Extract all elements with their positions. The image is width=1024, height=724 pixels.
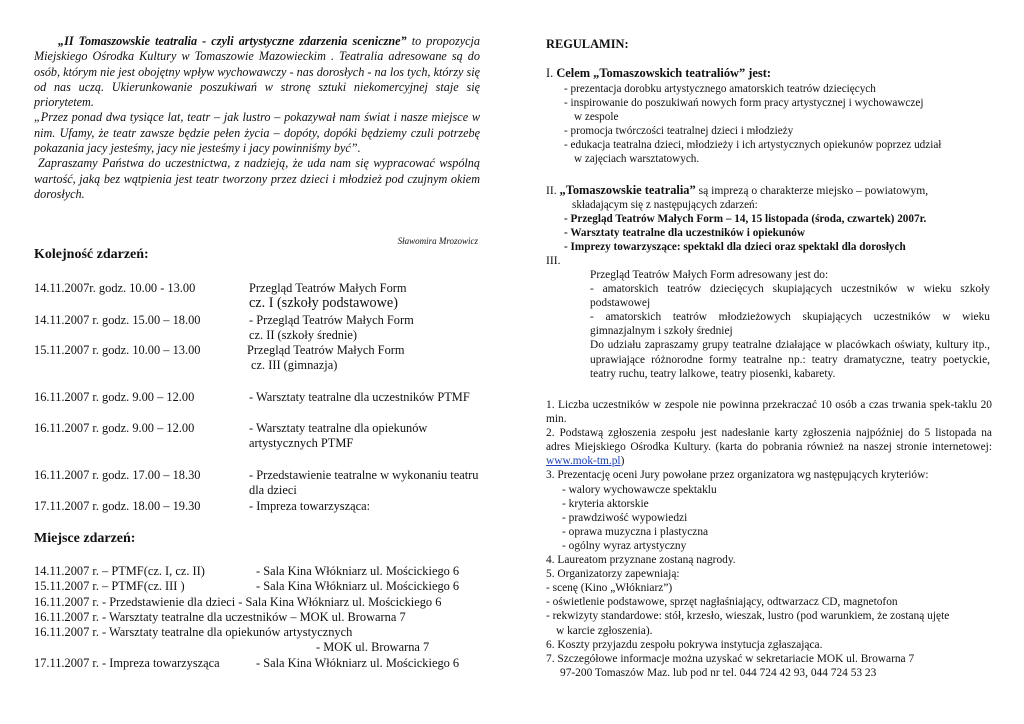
rule-1: 1. Liczba uczestników w zespole nie powinna przekraczać 10 osób a czas trwania spek-taklu 20 min.: [546, 399, 992, 426]
rules-block: [546, 398, 992, 680]
section-1-item: - promocja twórczości teatralnej dzieci i młodzieży: [564, 125, 794, 137]
section-1-number: I.: [546, 66, 554, 80]
event-desc: Przegląd Teatrów Małych Form: [247, 343, 405, 357]
rule-3: 3. Prezentację oceni Jury powołane przez organizatora wg następujących kryteriów:: [546, 469, 929, 482]
intro-text: [34, 34, 480, 202]
rule-5-item: w karcie zgłoszenia).: [556, 624, 653, 637]
intro-paragraph-1-text: to propozycja Miejskiego Ośrodka Kultury w Tomaszowie Mazowieckim . Teatralia adresowane są do osób, którym nie jest obojętny wpływ wychowawczy - nas dorosłych - na los tych, którzy się od nas uczą. Ukierunkowanie poszukiwań w stronę sztuki niekomercyjnej staje się priorytetem.: [34, 34, 481, 110]
place-text: 14.11.2007 r. – PTMF(cz. I, cz. II): [34, 564, 205, 578]
rule-3-item: - kryteria aktorskie: [562, 497, 649, 510]
rule-7-contact: 97-200 Tomaszów Maz. lub pod nr tel. 044 724 42 93, 044 724 53 23: [560, 666, 877, 679]
place-venue: - Sala Kina Włókniarz ul. Mościckiego 6: [256, 579, 460, 593]
rule-3-item: - oprawa muzyczna i plastyczna: [562, 525, 709, 538]
event-date: 17.11.2007 r. godz. 18.00 – 19.30: [34, 499, 201, 513]
place-venue: - Sala Kina Włókniarz ul. Mościckiego 6: [256, 564, 460, 578]
section-1-item: - prezentacja dorobku artystycznego amatorskich teatrów dziecięcych: [564, 83, 876, 95]
rule-2-text: 2. Podstawą zgłoszenia zespołu jest nadesłanie karty zgłoszenia najpóźniej do 5 listopada na adres Miejskiego Ośrodka Kultury. (karta do pobrania również na naszej stronie internetowej:: [546, 427, 992, 454]
rule-3-item: - ogólny wyraz artystyczny: [562, 539, 687, 552]
rule-2: [546, 426, 992, 468]
section-2-heading: „Tomaszowskie teatralia”: [559, 183, 696, 197]
signature: Sławomira Mrozowicz: [397, 236, 478, 246]
place-text: 16.11.2007 r. - Warsztaty teatralne dla uczestników – MOK ul. Browarna 7: [34, 610, 406, 624]
section-2-text: są imprezą o charakterze miejsko – powiatowym,: [698, 184, 929, 197]
place-venue: - MOK ul. Browarna 7: [316, 640, 430, 654]
section-3-line: Przegląd Teatrów Małych Form adresowany jest do:: [590, 269, 829, 281]
section-3-line: - amatorskich teatrów dziecięcych skupiających uczestników w wieku szkoły podstawowej: [590, 283, 990, 310]
website-link[interactable]: www.mok-tm.pl: [546, 455, 621, 468]
event-date: 16.11.2007 r. godz. 9.00 – 12.00: [34, 421, 195, 435]
section-1-item: - edukacja teatralna dzieci, młodzieży i ich artystycznych opiekunów poprzez udział: [564, 139, 942, 151]
rule-3-item: - prawdziwość wypowiedzi: [562, 511, 688, 524]
rule-6: 6. Koszty przyjazdu zespołu pokrywa instytucja zgłaszająca.: [546, 638, 823, 651]
rule-5-item: - scenę (Kino „Włókniarz”): [546, 582, 673, 595]
place-text: 17.11.2007 r. - Impreza towarzysząca: [34, 656, 220, 670]
event-date: 16.11.2007 r. godz. 9.00 – 12.00: [34, 390, 195, 404]
rule-5: 5. Organizatorzy zapewniają:: [546, 568, 680, 581]
intro-paragraph-3: Zapraszamy Państwa do uczestnictwa, z nadzieją, że uda nam się wypracować wspólną wartość, jaką bez wątpienia jest teatr tworzony przez dzieci i młodzież pod czujnym okiem dorosłych.: [34, 156, 480, 201]
place-heading: Miejsce zdarzeń:: [34, 531, 136, 546]
section-1-item: - inspirowanie do poszukiwań nowych form pracy artystycznej i wychowawczej: [564, 97, 924, 109]
place-venue: - Sala Kina Włókniarz ul. Mościckiego 6: [256, 656, 460, 670]
event-date: 16.11.2007 r. godz. 17.00 – 18.30: [34, 468, 201, 482]
section-3-number: III.: [546, 254, 561, 267]
section-3-line: - amatorskich teatrów młodzieżowych skupiających uczestników w wieku gimnazjalnym i szkoły średniej: [590, 311, 990, 338]
section-1-item: w zespole: [574, 111, 619, 123]
event-desc: - Impreza towarzysząca:: [249, 499, 371, 513]
section-2-line-2: składającym się z następujących zdarzeń:: [572, 199, 758, 211]
section-1-heading: Celem „Tomaszowskich teatraliów” jest:: [556, 66, 771, 80]
event-desc: - Warsztaty teatralne dla opiekunów artystycznych PTMF: [249, 421, 428, 451]
event-date: 15.11.2007 r. godz. 10.00 – 13.00: [34, 343, 201, 357]
place-text: 16.11.2007 r. - Przedstawienie dla dzieci - Sala Kina Włókniarz ul. Mościckiego 6: [34, 595, 442, 609]
rule-7: 7. Szczegółowe informacje można uzyskać w sekretariacie MOK ul. Browarna 7: [546, 652, 915, 665]
intro-paragraph-1: [34, 34, 480, 110]
event-desc: cz. II (szkoły średnie): [249, 328, 358, 342]
section-2-item: - Imprezy towarzyszące: spektakl dla dzieci oraz spektakl dla dorosłych: [564, 241, 906, 253]
event-desc: - Przedstawienie teatralne w wykonaniu teatru dla dzieci: [249, 468, 479, 498]
order-heading: Kolejność zdarzeń:: [34, 247, 149, 262]
event-desc: cz. III (gimnazja): [251, 358, 338, 372]
event-date: 14.11.2007r. godz. 10.00 - 13.00: [34, 281, 196, 295]
intro-title: „II Tomaszowskie teatralia - czyli artystyczne zdarzenia sceniczne”: [58, 34, 407, 48]
rule-5-item: - oświetlenie podstawowe, sprzęt nagłaśniający, odtwarzacz CD, magnetofon: [546, 596, 898, 609]
section-1-item: w zajęciach warsztatowych.: [574, 153, 700, 165]
intro-paragraph-2: „Przez ponad dwa tysiące lat, teatr – jak lustro – pokazywał nam świat i nasze miejsce w nim. Ufamy, że teatr zawsze będzie pełen życia – dopóty, dopóki będziemy czuli potrzebę pokazania jacy jesteśmy, jacy nie jesteśmy i jacy powinniśmy być”.: [34, 110, 480, 156]
section-2-item: - Przegląd Teatrów Małych Form – 14, 15 listopada (środa, czwartek) 2007r.: [564, 213, 927, 225]
event-date: 14.11.2007 r. godz. 15.00 – 18.00: [34, 313, 201, 327]
rule-5-item: - rekwizyty standardowe: stół, krzesło, wieszak, lustro (pod warunkiem, że zostaną ujęte: [546, 610, 950, 623]
event-desc: - Warsztaty teatralne dla uczestników PTMF: [249, 390, 470, 404]
section-2-item: - Warsztaty teatralne dla uczestników i opiekunów: [564, 227, 805, 239]
section-3-line: Do udziału zapraszamy grupy teatralne działające w placówkach oświaty, kultury itp., uprawiające różnorodne formy teatralne np.: teatry dramatyczne, teatry poetyckie, teatry ruchu, teatry lalkowe, teatry piosenki, kabarety.: [590, 339, 990, 380]
rule-3-item: - walory wychowawcze spektaklu: [562, 483, 717, 496]
place-text: 16.11.2007 r. - Warsztaty teatralne dla opiekunów artystycznych: [34, 625, 353, 639]
event-desc: cz. I (szkoły podstawowe): [249, 295, 398, 311]
section-1-title: [546, 66, 771, 80]
rule-2-end: ): [620, 455, 625, 468]
regulamin-heading: REGULAMIN:: [546, 37, 629, 51]
rule-4: 4. Laureatom przyznane zostaną nagrody.: [546, 554, 736, 567]
place-text: 15.11.2007 r. – PTMF(cz. III ): [34, 579, 185, 593]
section-3-block: [546, 268, 990, 381]
section-2-number: II.: [546, 184, 557, 197]
event-desc: - Przegląd Teatrów Małych Form: [249, 313, 414, 327]
section-2-line: [546, 183, 928, 198]
event-desc: Przegląd Teatrów Małych Form: [249, 281, 407, 295]
